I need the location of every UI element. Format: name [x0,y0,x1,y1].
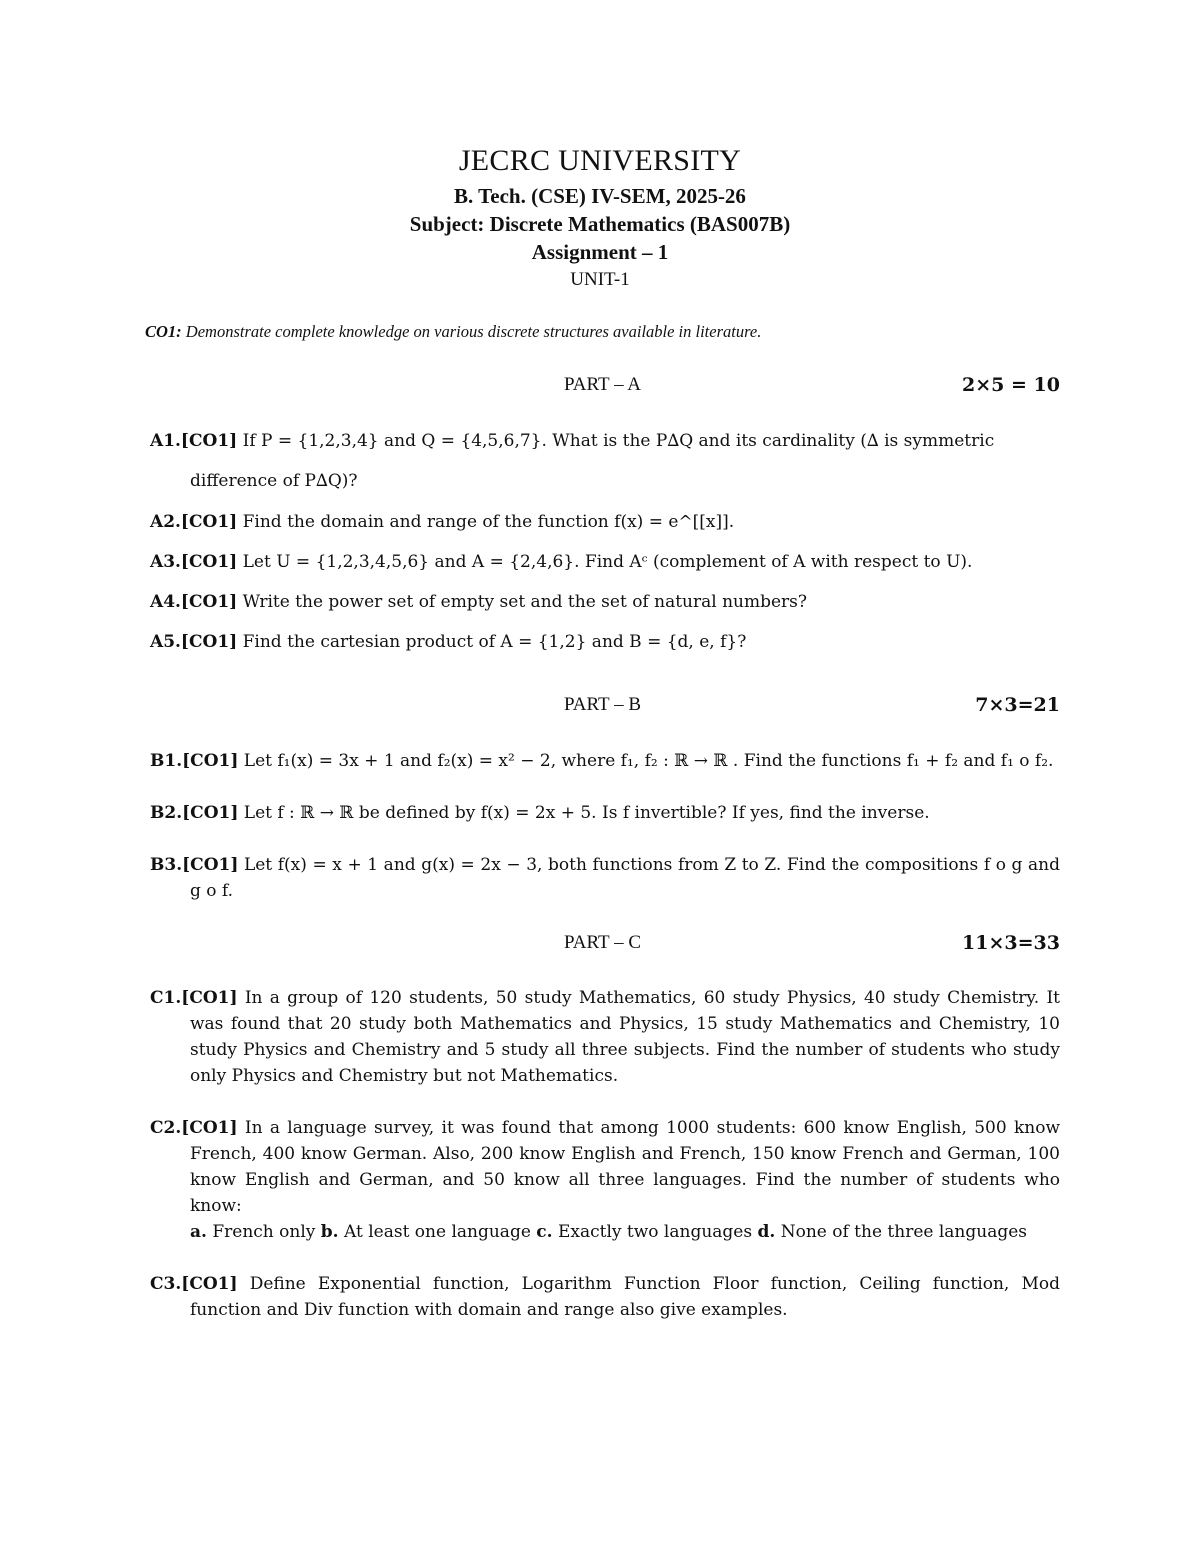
question-a4 [150,589,1060,615]
option-b-text: At least one language [338,1222,537,1242]
question-text: Find the domain and range of the function f(x) = e^[[x]]. [237,512,735,532]
option-d-text: None of the three languages [775,1222,1028,1242]
question-text: Define Exponential function, Logarithm Function Floor function, Ceiling function, Mod function and Div function with domain and range also give examples. [190,1274,1060,1320]
question-text: Let f₁(x) = 3x + 1 and f₂(x) = x² − 2, where f₁, f₂ : ℝ → ℝ . Find the functions f₁ + f₂ and f₁ o f₂. [238,751,1054,771]
part-c-header [145,932,1060,962]
part-b-header [145,694,1060,724]
question-text: In a language survey, it was found that among 1000 students: 600 know English, 500 know French, 400 know German. Also, 200 know English and French, 150 know French and German, 100 know English and German, and 50 know all three languages. Find the number of students who know: [190,1118,1060,1216]
option-c-text: Exactly two languages [552,1222,758,1242]
part-c-marks: 11×3=33 [962,932,1060,954]
part-b-marks: 7×3=21 [975,694,1060,716]
question-b1 [150,748,1060,774]
question-text: Let f(x) = x + 1 and g(x) = 2x − 3, both functions from Z to Z. Find the compositions f o g and g o f. [190,855,1060,901]
question-c1 [150,985,1060,1089]
course-outcome-label: CO1: [145,322,182,341]
question-a1 [150,421,1060,501]
document-header [0,140,1200,294]
part-b-title: PART – B [563,694,641,715]
question-text-continued: difference of P∆Q)? [190,471,358,491]
course-outcome [145,322,1060,342]
question-id: C3.[CO1] [150,1274,238,1294]
option-b-label: b. [320,1222,339,1242]
question-text: Write the power set of empty set and the set of natural numbers? [237,592,808,612]
question-text: Find the cartesian product of A = {1,2} and B = {d, e, f}? [237,632,747,652]
question-b3 [150,852,1060,904]
question-c3 [150,1271,1060,1323]
question-id: A1.[CO1] [150,431,238,451]
course-outcome-text: Demonstrate complete knowledge on various discrete structures available in literature. [181,322,762,341]
question-c2 [150,1115,1060,1245]
question-id: A3.[CO1] [150,552,238,572]
question-options [190,1219,1060,1245]
option-d-label: d. [757,1222,776,1242]
question-id: A2.[CO1] [150,512,238,532]
option-a-label: a. [190,1222,207,1242]
subject-line: Subject: Discrete Mathematics (BAS007B) [409,212,791,236]
question-a3 [150,549,1060,575]
question-a2 [150,509,1060,535]
part-c-title: PART – C [563,932,641,953]
question-id: C2.[CO1] [150,1118,238,1138]
university-name: JECRC UNIVERSITY [458,144,742,177]
question-id: C1.[CO1] [150,988,238,1008]
option-c-label: c. [536,1222,553,1242]
question-text: Let U = {1,2,3,4,5,6} and A = {2,4,6}. Find Aᶜ (complement of A with respect to U). [237,552,973,572]
question-text: If P = {1,2,3,4} and Q = {4,5,6,7}. What is the P∆Q and its cardinality (∆ is symmetric [237,431,995,451]
question-id: B1.[CO1] [150,751,239,771]
part-a-marks: 2×5 = 10 [962,374,1060,396]
question-text: Let f : ℝ → ℝ be defined by f(x) = 2x + 5. Is f invertible? If yes, find the inverse. [238,803,930,823]
program-line: B. Tech. (CSE) IV-SEM, 2025-26 [454,184,746,208]
question-a5 [150,629,1060,655]
question-id: B3.[CO1] [150,855,239,875]
question-b2 [150,800,1060,826]
part-a-title: PART – A [563,374,641,395]
part-a-header [145,374,1060,404]
question-text: In a group of 120 students, 50 study Mathematics, 60 study Physics, 40 study Chemistry. It was found that 20 study both Mathematics and Physics, 15 study Mathematics and Chemistry, 10 study Physics and Chemistry and 5 study all three subjects. Find the number of students who study only Physics and Chemistry but not Mathematics. [190,988,1060,1086]
assignment-title: Assignment – 1 [531,240,669,264]
unit-label: UNIT-1 [570,269,630,290]
question-id: A4.[CO1] [150,592,238,612]
option-a-text: French only [206,1222,321,1242]
question-id: A5.[CO1] [150,632,238,652]
question-id: B2.[CO1] [150,803,239,823]
